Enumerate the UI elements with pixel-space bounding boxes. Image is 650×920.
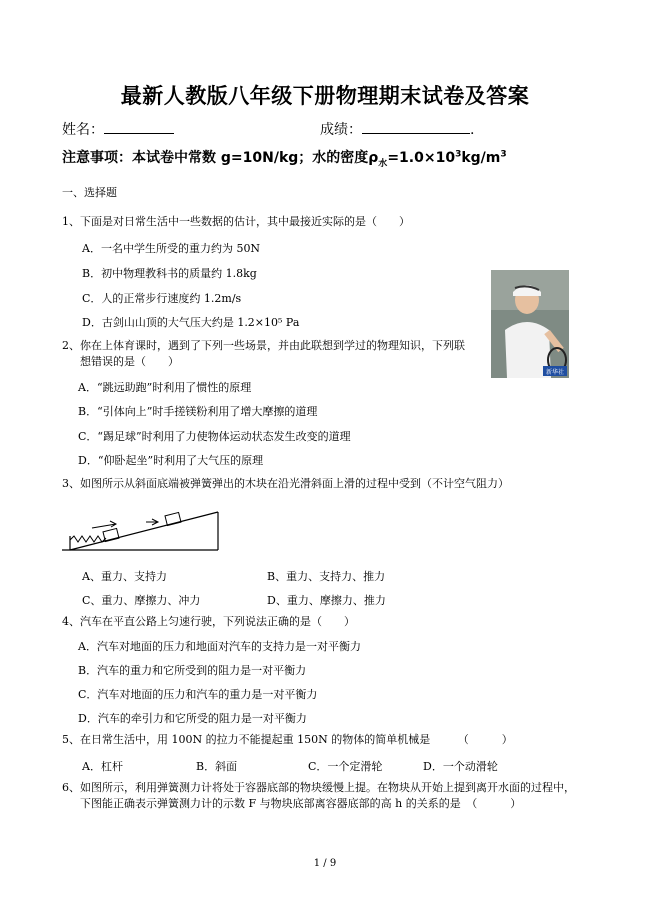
score-trailing: . xyxy=(470,122,475,138)
question-2-stem-cont: 想错误的是（ ） xyxy=(80,355,179,368)
question-5-stem: 5、在日常生活中，用 100N 的拉力不能提起重 150N 的物体的简单机械是 （ ） xyxy=(62,733,513,746)
q5-option-b: B．斜面 xyxy=(196,760,238,773)
notice-sup2: 3 xyxy=(500,149,507,160)
q4-option-d: D．汽车的牵引力和它所受的阻力是一对平衡力 xyxy=(78,712,307,725)
q1-option-c: C．人的正常步行速度约 1.2m/s xyxy=(82,292,242,305)
question-6-stem-cont: 下图能正确表示弹簧测力计的示数 F 与物块底部离容器底部的高 h 的关系的是 （ ） xyxy=(80,797,522,810)
q3-option-a: A、重力、支持力 xyxy=(82,570,167,583)
question-6-stem: 6、如图所示，利用弹簧测力计将处于容器底部的物块缓慢上提。在物块从开始上提到离开水面的过程中， xyxy=(62,781,575,794)
q1-option-a: A．一名中学生所受的重力约为 50N xyxy=(82,242,261,255)
notice-sub: 水 xyxy=(378,158,388,169)
name-label: 姓名： xyxy=(62,122,104,138)
q3-option-b: B、重力、支持力、推力 xyxy=(267,570,386,583)
q4-option-b: B．汽车的重力和它所受到的阻力是一对平衡力 xyxy=(78,664,307,677)
notice-middle: =1.0×10 xyxy=(387,150,456,166)
q3-option-c: C、重力、摩擦力、冲力 xyxy=(82,594,201,607)
question-4-stem: 4、汽车在平直公路上匀速行驶，下列说法正确的是（ ） xyxy=(62,615,355,628)
q3-option-d: D、重力、摩擦力、推力 xyxy=(267,594,386,607)
q5-option-d: D．一个动滑轮 xyxy=(423,760,498,773)
section-title: 一、选择题 xyxy=(62,186,117,199)
question-1-stem: 1、下面是对日常生活中一些数据的估计，其中最接近实际的是（ ） xyxy=(62,215,410,228)
notice-line xyxy=(62,147,507,169)
name-blank xyxy=(104,119,174,134)
photo-watermark: 新华社 xyxy=(545,369,565,376)
q4-option-c: C．汽车对地面的压力和汽车的重力是一对平衡力 xyxy=(78,688,318,701)
q5-option-a: A．杠杆 xyxy=(82,760,123,773)
q5-option-c: C．一个定滑轮 xyxy=(308,760,383,773)
tennis-player-photo xyxy=(491,270,569,378)
question-3-stem: 3、如图所示从斜面底端被弹簧弹出的木块在沿光滑斜面上滑的过程中受到（不计空气阻力） xyxy=(62,477,509,490)
tennis-player-illustration xyxy=(491,270,569,378)
notice-sup: 3 xyxy=(455,149,462,160)
score-blank xyxy=(362,119,470,134)
q4-option-a: A．汽车对地面的压力和地面对汽车的支持力是一对平衡力 xyxy=(78,640,361,653)
q2-option-c: C．“踢足球”时利用了力使物体运动状态发生改变的道理 xyxy=(78,430,351,443)
q2-option-d: D．“仰卧起坐”时利用了大气压的原理 xyxy=(78,454,264,467)
q2-option-b: B．“引体向上”时手搓镁粉利用了增大摩擦的道理 xyxy=(78,405,318,418)
name-field xyxy=(62,119,174,139)
score-label: 成绩： xyxy=(320,122,362,138)
q1-option-d: D．古剑山山顶的大气压大约是 1.2×10⁵ Pa xyxy=(82,316,300,329)
notice-prefix: 注意事项：本试卷中常数 g=10N/kg；水的密度ρ xyxy=(62,150,379,166)
question-2-stem: 2、你在上体育课时，遇到了下列一些场景，并由此联想到学过的物理知识，下列联 xyxy=(62,339,465,352)
q1-option-b: B．初中物理教科书的质量约 1.8kg xyxy=(82,267,257,280)
notice-suffix: kg/m xyxy=(461,150,501,166)
q2-option-a: A．“跳远助跑”时利用了惯性的原理 xyxy=(78,381,252,394)
score-field xyxy=(320,119,474,139)
incline-spring-diagram xyxy=(62,500,222,556)
page-number: 1 / 9 xyxy=(313,858,337,869)
page-title: 最新人教版八年级下册物理期末试卷及答案 xyxy=(120,84,530,108)
